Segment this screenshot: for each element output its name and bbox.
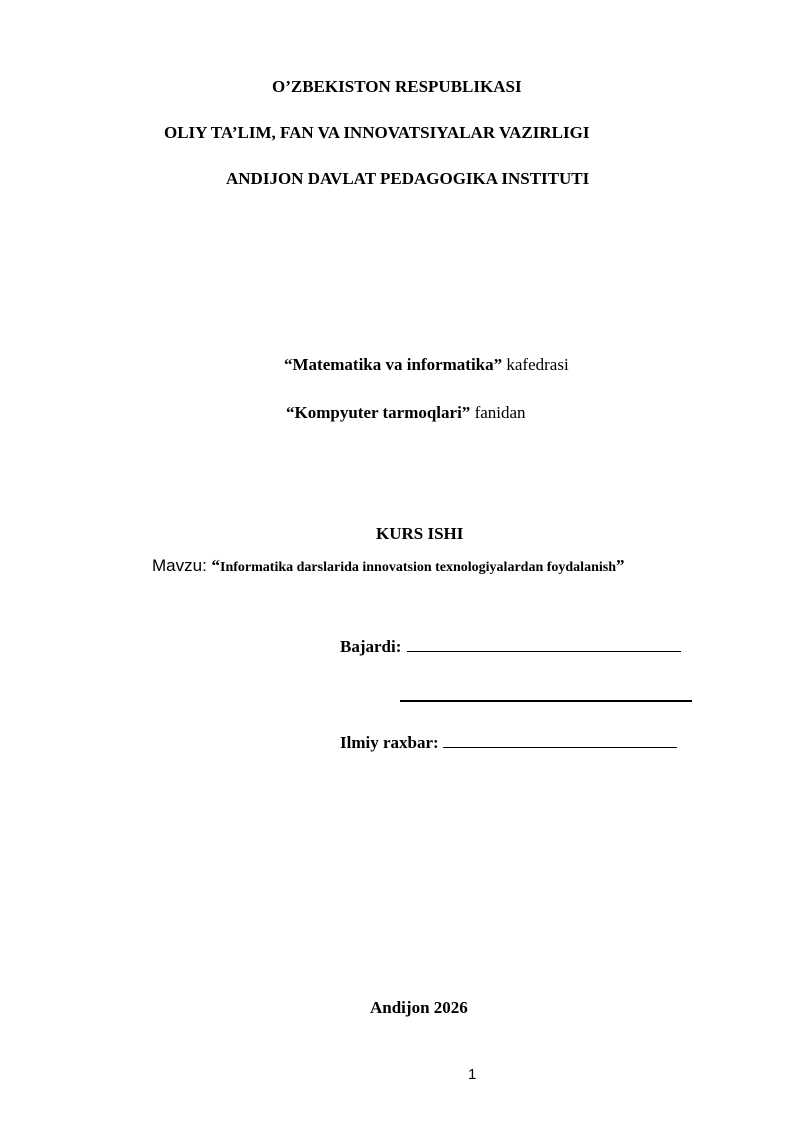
- performer-blank-second: [400, 700, 692, 702]
- department-line: [284, 355, 569, 375]
- topic-open-quote: “: [211, 556, 221, 575]
- subject-line: [286, 403, 526, 423]
- supervisor-label: Ilmiy raxbar:: [340, 733, 439, 752]
- topic-close-quote: ”: [615, 556, 625, 575]
- performer-line: [340, 636, 681, 657]
- performer-label: Bajardi:: [340, 637, 402, 656]
- supervisor-blank: [443, 732, 677, 748]
- department-name: “Matematika va informatika”: [284, 355, 503, 374]
- institute-heading: ANDIJON DAVLAT PEDAGOGIKA INSTITUTI: [226, 169, 590, 188]
- page-number: 1: [468, 1066, 477, 1083]
- topic-line: [152, 556, 624, 576]
- department-suffix: kafedrasi: [502, 355, 569, 374]
- subject-suffix: fanidan: [470, 403, 526, 422]
- ministry-heading: OLIY TA’LIM, FAN VA INNOVATSIYALAR VAZIRLIGI: [164, 123, 590, 142]
- subject-name: “Kompyuter tarmoqlari”: [286, 403, 471, 422]
- performer-blank: [407, 636, 681, 652]
- work-type-title: KURS ISHI: [376, 524, 464, 543]
- republic-heading: O’ZBEKISTON RESPUBLIKASI: [272, 77, 522, 96]
- city-year: Andijon 2026: [370, 998, 468, 1017]
- supervisor-line: [340, 732, 677, 753]
- topic-title: Informatika darslarida innovatsion texnologiyalardan foydalanish: [220, 560, 616, 575]
- topic-label: Mavzu:: [152, 556, 212, 575]
